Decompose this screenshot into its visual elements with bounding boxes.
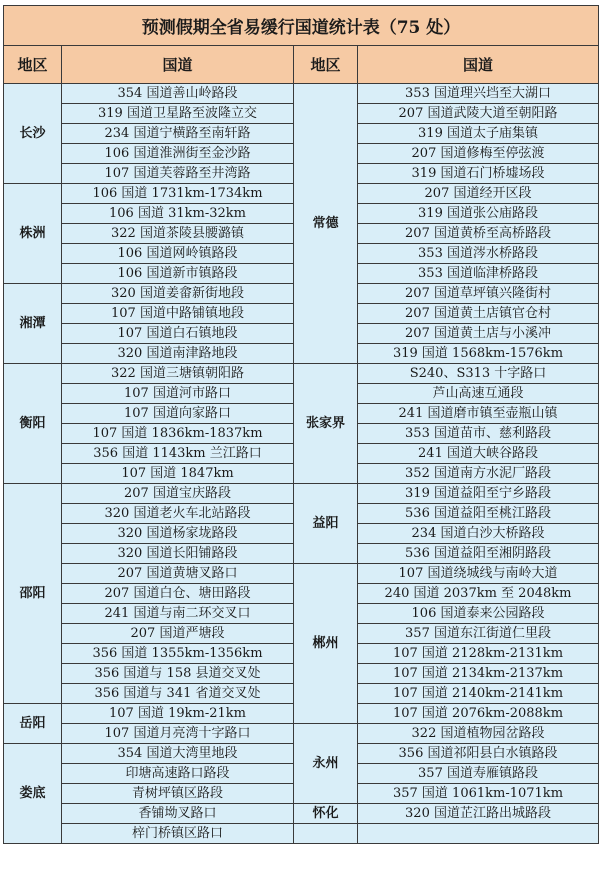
right-road-cell: 353 国道苗市、慈利路段: [358, 424, 599, 444]
table-title: 预测假期全省易缓行国道统计表（75 处）: [4, 6, 599, 46]
right-empty-cell: [294, 824, 358, 844]
right-region-cell: 永州: [294, 724, 358, 804]
right-road-cell: 107 国道绕城线与南岭大道: [358, 564, 599, 584]
right-road-cell: 207 国道经开区段: [358, 184, 599, 204]
right-road-cell: 536 国道益阳至湘阴路段: [358, 544, 599, 564]
left-road-cell: 356 国道与 341 省道交叉处: [62, 684, 294, 704]
left-road-cell: 107 国道中路铺镇地段: [62, 304, 294, 324]
table-row: [4, 364, 599, 384]
left-region-cell: 邵阳: [4, 484, 62, 704]
left-road-cell: 106 国道 31km-32km: [62, 204, 294, 224]
right-region-cell: 常德: [294, 84, 358, 364]
right-road-cell: 207 国道黄桥至高桥路段: [358, 224, 599, 244]
table-row: [4, 804, 599, 824]
right-road-cell: 353 国道临津桥路段: [358, 264, 599, 284]
left-road-cell: 青树坪镇区路段: [62, 784, 294, 804]
right-road-cell: 107 国道 2128km-2131km: [358, 644, 599, 664]
left-road-cell: 107 国道芙蓉路至井湾路: [62, 164, 294, 184]
left-road-cell: 107 国道月亮湾十字路口: [62, 724, 294, 744]
left-road-cell: 107 国道 19km-21km: [62, 704, 294, 724]
right-region-cell: 益阳: [294, 484, 358, 564]
left-road-cell: 107 国道白石镇地段: [62, 324, 294, 344]
left-road-cell: 印塘高速路口路段: [62, 764, 294, 784]
right-road-cell: 207 国道修梅至停弦渡: [358, 144, 599, 164]
table-row: [4, 724, 599, 744]
right-road-cell: 320 国道芷江路出城路段: [358, 804, 599, 824]
right-road-cell: 207 国道黄土店镇官仓村: [358, 304, 599, 324]
right-road-cell: 357 国道东江街道仁里段: [358, 624, 599, 644]
left-road-cell: 320 国道杨家垅路段: [62, 524, 294, 544]
left-region-cell: 长沙: [4, 84, 62, 184]
right-road-cell: 357 国道寿雁镇路段: [358, 764, 599, 784]
header-left-road: 国道: [62, 46, 294, 84]
left-road-cell: 320 国道南津路地段: [62, 344, 294, 364]
title-row: [4, 6, 599, 46]
right-region-cell: 怀化: [294, 804, 358, 824]
right-road-cell: 207 国道草坪镇兴隆街村: [358, 284, 599, 304]
table-row: [4, 824, 599, 844]
right-road-cell: 240 国道 2037km 至 2048km: [358, 584, 599, 604]
left-road-cell: 241 国道与南二环交叉口: [62, 604, 294, 624]
left-road-cell: 107 国道 1847km: [62, 464, 294, 484]
right-road-cell: 241 国道磨市镇至壶瓶山镇: [358, 404, 599, 424]
right-road-cell: 319 国道石门桥墟场段: [358, 164, 599, 184]
left-region-cell: 岳阳: [4, 704, 62, 744]
right-road-cell: 106 国道泰来公园路段: [358, 604, 599, 624]
right-road-cell: 319 国道太子庙集镇: [358, 124, 599, 144]
left-road-cell: 322 国道茶陵县腰潞镇: [62, 224, 294, 244]
left-road-cell: 106 国道淮洲街至金沙路: [62, 144, 294, 164]
right-road-cell: 322 国道植物园岔路段: [358, 724, 599, 744]
right-road-cell: 356 国道祁阳县白水镇路段: [358, 744, 599, 764]
right-road-cell: S240、S313 十字路口: [358, 364, 599, 384]
right-road-cell: 207 国道黄土店与小溪冲: [358, 324, 599, 344]
right-region-cell: 郴州: [294, 564, 358, 724]
table-row: [4, 84, 599, 104]
left-road-cell: 320 国道长阳铺路段: [62, 544, 294, 564]
left-road-cell: 107 国道河市路口: [62, 384, 294, 404]
right-road-cell: 357 国道 1061km-1071km: [358, 784, 599, 804]
left-road-cell: 320 国道姜畲新街地段: [62, 284, 294, 304]
right-road-cell: 536 国道益阳至桃江路段: [358, 504, 599, 524]
header-right-road: 国道: [358, 46, 599, 84]
table-row: [4, 564, 599, 584]
statistics-table: [3, 5, 599, 844]
left-road-cell: 106 国道新市镇路段: [62, 264, 294, 284]
left-road-cell: 356 国道 1355km-1356km: [62, 644, 294, 664]
left-road-cell: 356 国道与 158 县道交叉处: [62, 664, 294, 684]
left-road-cell: 207 国道严塘段: [62, 624, 294, 644]
header-right-region: 地区: [294, 46, 358, 84]
right-road-cell: 207 国道武陵大道至朝阳路: [358, 104, 599, 124]
left-road-cell: 319 国道卫星路至波隆立交: [62, 104, 294, 124]
right-region-cell: 张家界: [294, 364, 358, 484]
left-road-cell: 322 国道三塘镇朝阳路: [62, 364, 294, 384]
right-road-cell: 107 国道 2140km-2141km: [358, 684, 599, 704]
header-row: [4, 46, 599, 84]
right-road-cell: 107 国道 2134km-2137km: [358, 664, 599, 684]
right-road-cell: 319 国道 1568km-1576km: [358, 344, 599, 364]
left-region-cell: 湘潭: [4, 284, 62, 364]
right-road-cell: [358, 824, 599, 844]
left-road-cell: 107 国道 1836km-1837km: [62, 424, 294, 444]
header-left-region: 地区: [4, 46, 62, 84]
left-road-cell: 106 国道 1731km-1734km: [62, 184, 294, 204]
left-region-cell: 娄底: [4, 744, 62, 844]
left-road-cell: 207 国道黄塘叉路口: [62, 564, 294, 584]
left-road-cell: 234 国道宁横路至南轩路: [62, 124, 294, 144]
left-road-cell: 354 国道大湾里地段: [62, 744, 294, 764]
right-road-cell: 319 国道益阳至宁乡路段: [358, 484, 599, 504]
right-road-cell: 353 国道理兴垱至大湖口: [358, 84, 599, 104]
right-road-cell: 319 国道张公庙路段: [358, 204, 599, 224]
table-row: [4, 484, 599, 504]
right-road-cell: 352 国道南方水泥厂路段: [358, 464, 599, 484]
left-road-cell: 106 国道网岭镇路段: [62, 244, 294, 264]
left-road-cell: 梓门桥镇区路口: [62, 824, 294, 844]
right-road-cell: 353 国道涔水桥路段: [358, 244, 599, 264]
left-road-cell: 320 国道老火车北站路段: [62, 504, 294, 524]
right-road-cell: 234 国道白沙大桥路段: [358, 524, 599, 544]
left-road-cell: 356 国道 1143km 兰江路口: [62, 444, 294, 464]
left-region-cell: 株洲: [4, 184, 62, 284]
right-road-cell: 107 国道 2076km-2088km: [358, 704, 599, 724]
right-road-cell: 241 国道大峡谷路段: [358, 444, 599, 464]
left-road-cell: 207 国道宝庆路段: [62, 484, 294, 504]
left-road-cell: 香铺坳叉路口: [62, 804, 294, 824]
left-road-cell: 107 国道向家路口: [62, 404, 294, 424]
left-region-cell: 衡阳: [4, 364, 62, 484]
left-road-cell: 207 国道白仓、塘田路段: [62, 584, 294, 604]
left-road-cell: 354 国道善山岭路段: [62, 84, 294, 104]
right-road-cell: 芦山高速互通段: [358, 384, 599, 404]
